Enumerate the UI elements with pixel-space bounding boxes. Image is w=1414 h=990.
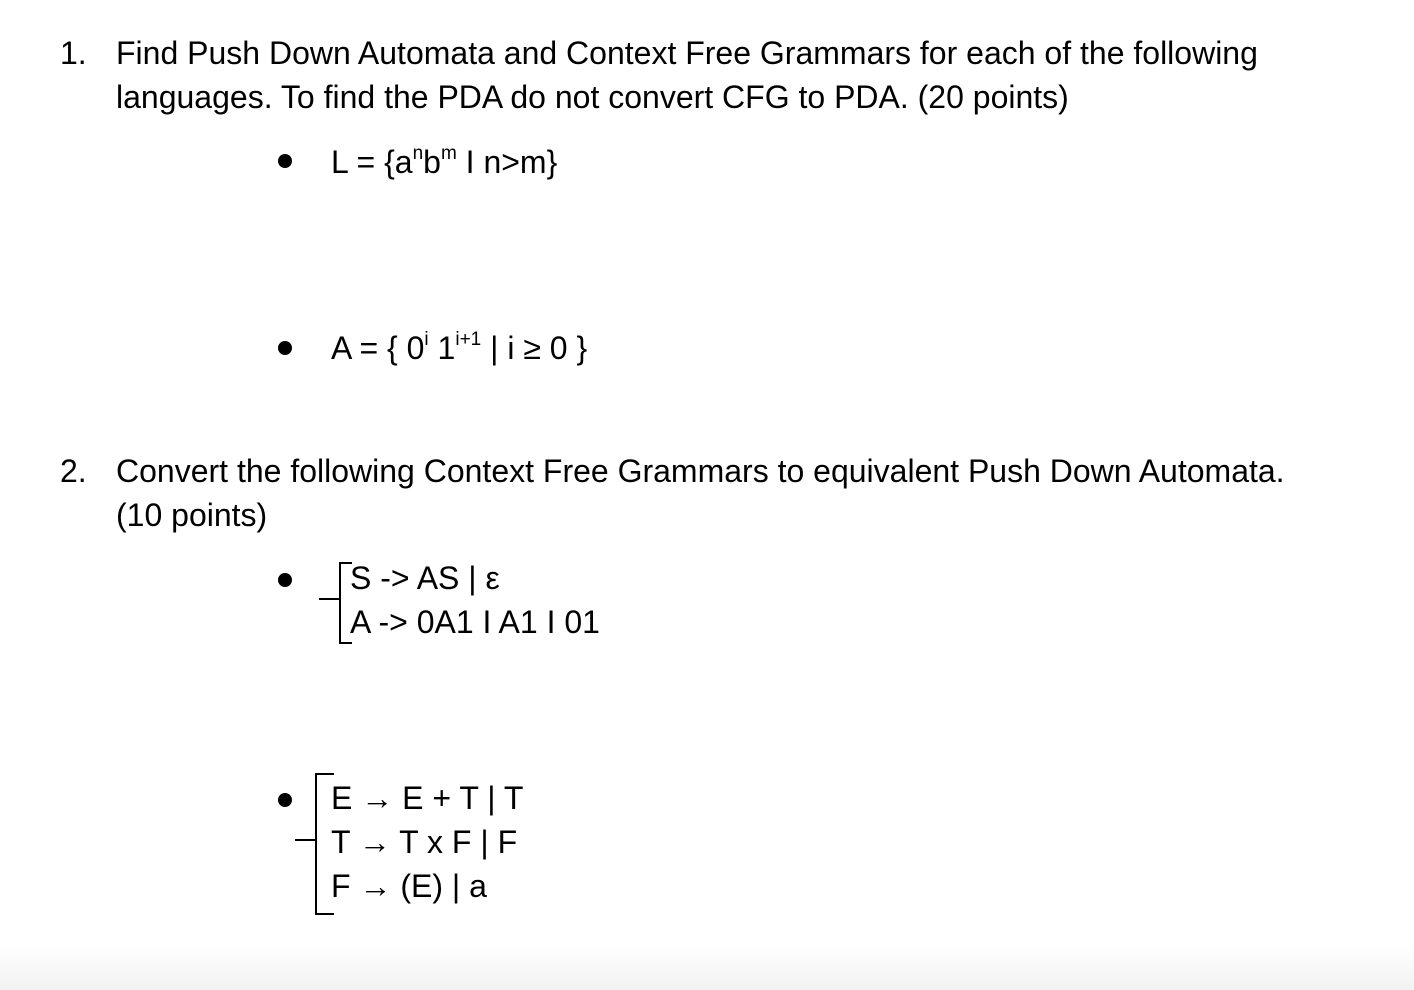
question-1-line-2: languages. To find the PDA do not convert CFG to PDA. (20 points) xyxy=(116,79,1069,115)
bullet-icon xyxy=(278,341,292,355)
language-l-definition: $L = \{a^nb^m$ I n>m} xyxy=(331,143,558,180)
bullet-icon xyxy=(278,573,292,587)
grammar-2 xyxy=(331,776,523,908)
question-2-line-2: (10 points) xyxy=(116,497,268,533)
bullet-icon xyxy=(278,154,292,168)
grammar-1 xyxy=(350,556,600,644)
page-bottom-shadow xyxy=(0,944,1414,990)
question-1-number: 1. xyxy=(60,35,87,71)
grammar-2-rule: T → T x F | F xyxy=(331,824,518,860)
language-a-definition: A = { 0$^i$ $1^{i+1}$ | i ≥ 0 } xyxy=(331,329,588,366)
question-2-number: 2. xyxy=(60,453,87,489)
question-1-text xyxy=(116,31,1386,119)
question-1-line-1: Find Push Down Automata and Context Free Grammars for each of the following xyxy=(116,35,1258,71)
question-2-text xyxy=(116,449,1386,537)
grammar-1-rule: A -> 0A1 I A1 I 01 xyxy=(350,604,600,640)
question-2-line-1: Convert the following Context Free Grammars to equivalent Push Down Automata. xyxy=(116,453,1285,489)
grammar-2-rule: E → E + T | T xyxy=(331,780,524,816)
grammar-1-rule: S -> AS | ε xyxy=(350,560,500,596)
grammar-2-rule: F → (E) | a xyxy=(331,868,487,904)
bullet-icon xyxy=(278,793,292,807)
